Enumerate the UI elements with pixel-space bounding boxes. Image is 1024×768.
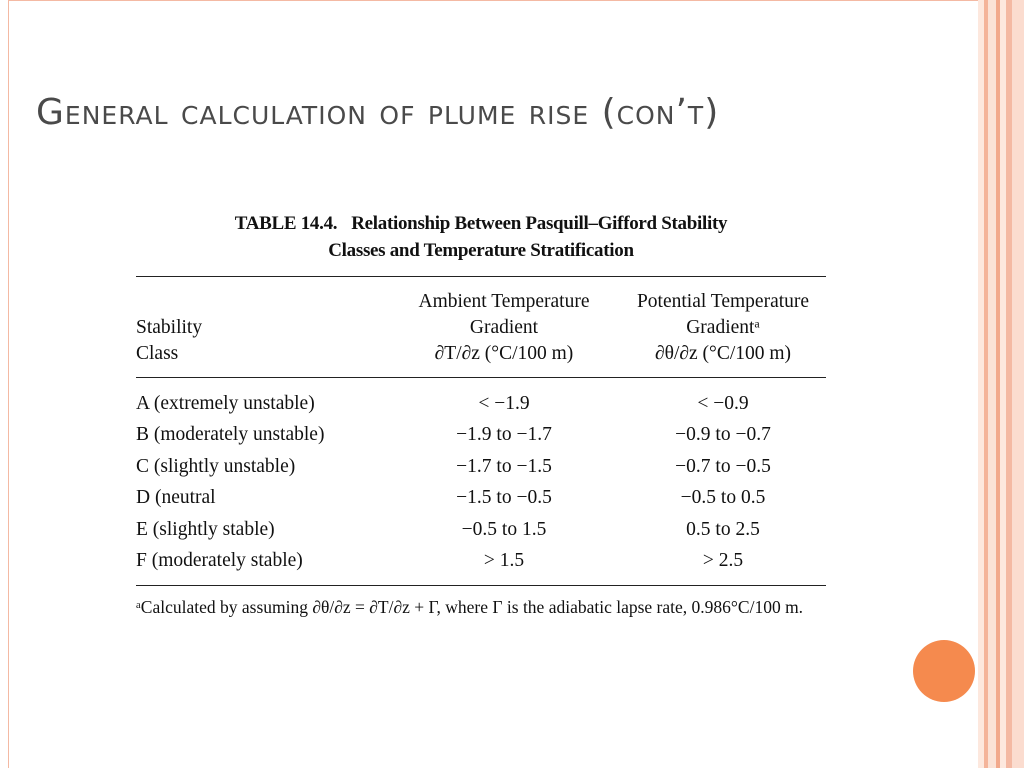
- decorative-stripes: [978, 0, 1024, 768]
- table-row: [136, 420, 826, 452]
- row-ambient: > 1.5: [483, 550, 525, 572]
- row-potential: < −0.9: [697, 392, 749, 414]
- row-class: B (moderately unstable): [136, 424, 325, 446]
- row-ambient: −1.7 to −1.5: [456, 455, 552, 477]
- header-col3-line1: Potential Temperature: [636, 291, 810, 312]
- row-ambient: −1.5 to −0.5: [456, 487, 552, 509]
- table-number: TABLE 14.4.: [234, 213, 338, 234]
- header-col1-line3: Class: [136, 343, 179, 364]
- row-class: A (extremely unstable): [136, 392, 315, 414]
- header-col1-line2: Stability: [136, 317, 203, 338]
- stability-table: [136, 277, 826, 585]
- table-caption: [136, 210, 826, 264]
- table-bottom-rule: [136, 585, 826, 586]
- row-class: E (slightly stable): [136, 518, 275, 540]
- table-title-line2: Classes and Temperature Stratification: [328, 240, 634, 261]
- table-row: [136, 514, 826, 546]
- row-potential: > 2.5: [702, 550, 744, 572]
- row-ambient: < −1.9: [478, 392, 530, 414]
- header-col3-line2: Gradientᵃ: [686, 317, 760, 338]
- row-class: D (neutral: [136, 487, 216, 509]
- header-col2-line2: Gradient: [469, 317, 539, 338]
- table-row: [136, 451, 826, 483]
- row-ambient: −0.5 to 1.5: [461, 518, 547, 540]
- row-potential: −0.9 to −0.7: [675, 424, 771, 446]
- header-col3-line3: ∂θ/∂z (°C/100 m): [654, 343, 792, 364]
- table-title-line1: Relationship Between Pasquill–Gifford Stability: [351, 213, 728, 234]
- row-ambient: −1.9 to −1.7: [456, 424, 552, 446]
- row-potential: −0.7 to −0.5: [675, 455, 771, 477]
- row-class: C (slightly unstable): [136, 455, 296, 477]
- table-header: [136, 277, 826, 378]
- table-figure: [136, 210, 826, 620]
- slide-frame-top: [8, 0, 978, 1]
- header-col2-line1: Ambient Temperature: [418, 291, 590, 312]
- slide-title: General calculation of plume rise (con’t): [36, 92, 720, 133]
- table-row: [136, 546, 826, 586]
- row-potential: −0.5 to 0.5: [680, 487, 766, 509]
- table-footnote: ᵃCalculated by assuming ∂θ/∂z = ∂T/∂z + Γ, where Γ is the adiabatic lapse rate, 0.986°C/100 m.: [136, 597, 804, 617]
- slide-frame-left: [8, 0, 9, 768]
- row-class: F (moderately stable): [136, 550, 303, 572]
- orange-circle-decoration: [913, 640, 975, 702]
- header-col2-line3: ∂T/∂z (°C/100 m): [434, 343, 574, 364]
- table-body: [136, 378, 826, 585]
- header-col1-line1: [136, 277, 398, 315]
- row-potential: 0.5 to 2.5: [686, 518, 760, 540]
- table-row: [136, 483, 826, 515]
- table-row: [136, 378, 826, 420]
